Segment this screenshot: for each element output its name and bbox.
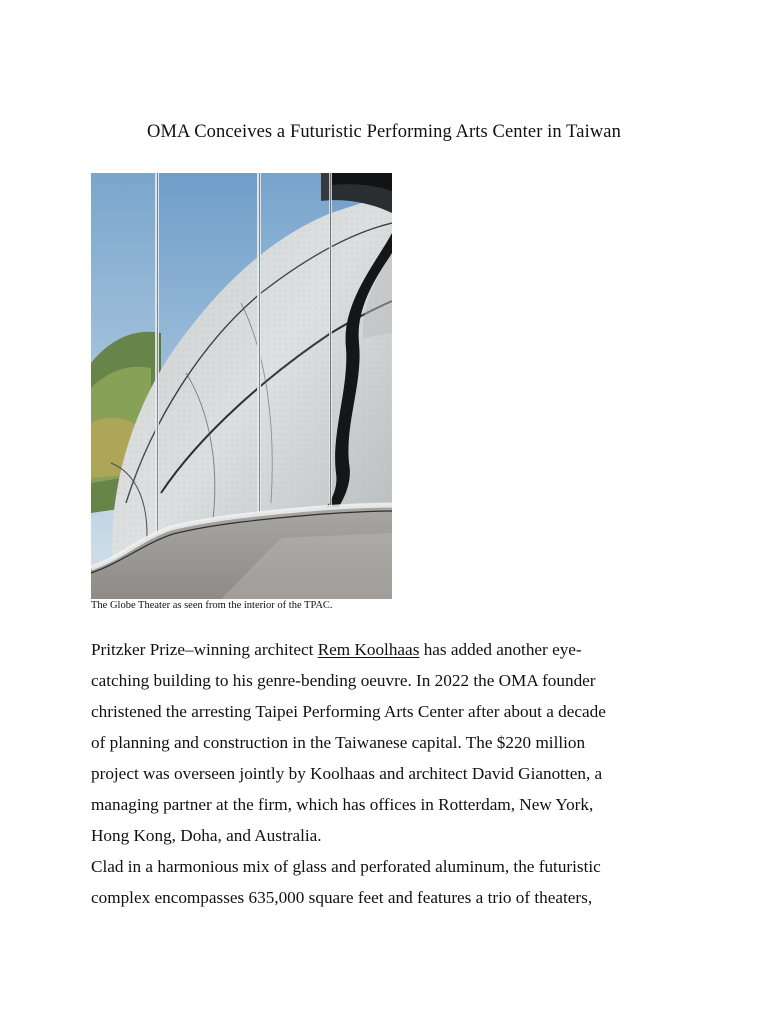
rem-koolhaas-link[interactable]: Rem Koolhaas [317, 640, 420, 659]
globe-theater-photo [91, 173, 392, 599]
paragraph-1-line-2: catching building to his genre-bending oeuvre. In 2022 the OMA founder [91, 671, 596, 690]
paragraph-1-line-3: christened the arresting Taipei Performing Arts Center after about a decade [91, 702, 606, 721]
text-segment: Pritzker Prize–winning architect [91, 640, 318, 659]
text-segment: has added another eye- [419, 640, 582, 659]
paragraph-2-line-1: Clad in a harmonious mix of glass and perforated aluminum, the futuristic [91, 857, 601, 876]
figure-caption: The Globe Theater as seen from the interior of the TPAC. [91, 600, 333, 611]
paragraph-1-line-4: of planning and construction in the Taiwanese capital. The $220 million [91, 733, 586, 752]
article-title: OMA Conceives a Futuristic Performing Arts Center in Taiwan [147, 122, 621, 142]
paragraph-1-line-6: managing partner at the firm, which has offices in Rotterdam, New York, [91, 795, 594, 814]
paragraph-1-line-5: project was overseen jointly by Koolhaas and architect David Gianotten, a [91, 764, 603, 783]
paragraph-1-line-7: Hong Kong, Doha, and Australia. [91, 826, 322, 845]
article-body [91, 634, 691, 913]
paragraph-1-line-1 [91, 634, 691, 665]
paragraph-2-line-2: complex encompasses 635,000 square feet and features a trio of theaters, [91, 888, 593, 907]
